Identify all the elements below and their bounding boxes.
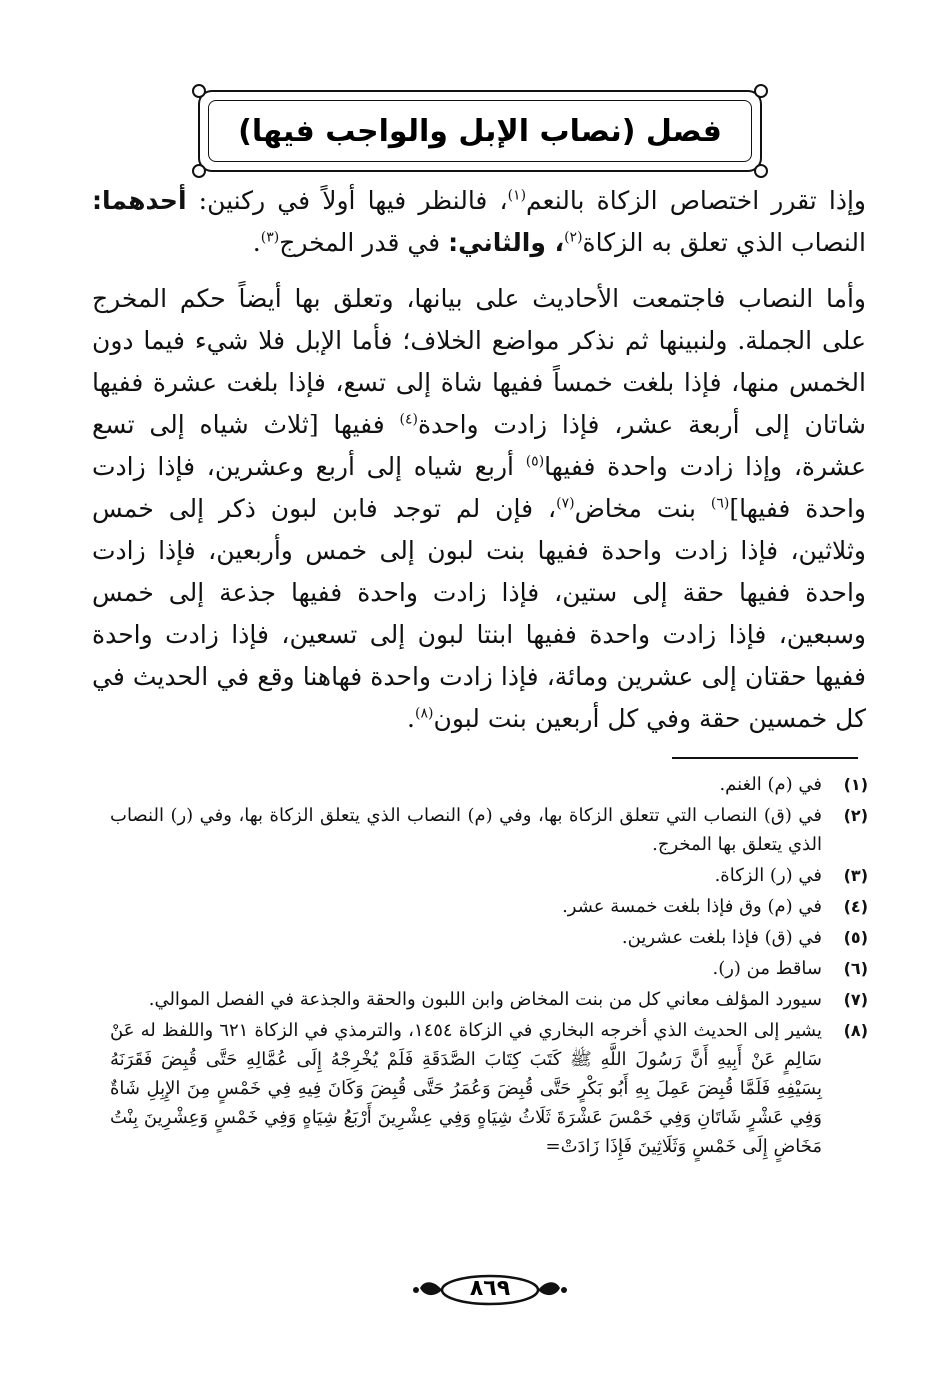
bold-label: ، والثاني: bbox=[448, 228, 565, 257]
footnotes bbox=[110, 770, 868, 1163]
footnote-text: في (ق) النصاب التي تتعلق الزكاة بها، وفي (م) النصاب الذي يتعلق الزكاة بها، وفي (ر) النصاب الذي يتعلق بها المخرج. bbox=[110, 805, 822, 855]
footnote bbox=[110, 1016, 868, 1161]
footnote bbox=[110, 770, 868, 799]
footnote-number: (٨) bbox=[843, 1021, 868, 1040]
paragraph-2 bbox=[92, 278, 866, 740]
footnote-number: (٤) bbox=[843, 897, 868, 916]
footnote bbox=[110, 801, 868, 859]
text-span: النصاب الذي تعلق به الزكاة bbox=[582, 228, 866, 257]
footnote-ref[interactable]: (٧) bbox=[556, 495, 575, 512]
paragraph-1 bbox=[92, 180, 866, 264]
footnote bbox=[110, 923, 868, 952]
footnote-text: في (ر) الزكاة. bbox=[714, 865, 822, 886]
footnote-ref[interactable]: (١) bbox=[507, 187, 527, 204]
footnote-text: يشير إلى الحديث الذي أخرجه البخاري في الزكاة ١٤٥٤، والترمذي في الزكاة ٦٢١ واللفظ له عَنْ سَالِمٍ عَنْ أَبِيهِ أَنَّ رَسُولَ اللَّهِ ﷺ كَتَبَ كِتَابَ الصَّدَقَةِ فَلَمْ يُخْرِجْهُ إِلَى عُمَّالِهِ حَتَّى قُبِضَ فَقَرَنَهُ بِسَيْفِهِ فَلَمَّا قُبِضَ عَمِلَ بِهِ أَبُو بَكْرٍ حَتَّى قُبِضَ وَعُمَرُ حَتَّى قُبِضَ وَكَانَ فِيهِ فِي خَمْسٍ مِنَ الإِبِلِ شَاةٌ وَفِي عَشْرٍ شَاتَانِ وَفِي خَمْسَ عَشْرَةَ ثَلَاثُ شِيَاهٍ وَفِي عِشْرِينَ أَرْبَعُ شِيَاهٍ وَفِي خَمْسٍ وَعِشْرِينَ بِنْتُ مَخَاضٍ إِلَى خَمْسٍ وَثَلَاثِينَ فَإِذَا زَادَتْ= bbox=[110, 1020, 822, 1157]
footnote-ref[interactable]: (٤) bbox=[399, 411, 418, 428]
footnote-ref[interactable]: (٢) bbox=[564, 229, 583, 246]
text-span: . bbox=[252, 228, 261, 257]
footnote-text: في (م) الغنم. bbox=[719, 774, 822, 795]
footnote-number: (٧) bbox=[843, 990, 868, 1009]
footnote-ref[interactable]: (٥) bbox=[525, 453, 545, 470]
footnote-text: ساقط من (ر). bbox=[712, 958, 822, 979]
footnote-separator bbox=[672, 757, 858, 759]
page-number: ٨٦٩ bbox=[469, 1276, 511, 1301]
footnote bbox=[110, 954, 868, 983]
footnote-text: في (ق) فإذا بلغت عشرين. bbox=[621, 927, 822, 948]
footnote-text: سيورد المؤلف معاني كل من بنت المخاض وابن اللبون والحقة والجذعة في الفصل الموالي. bbox=[148, 989, 822, 1010]
footnote bbox=[110, 892, 868, 921]
text-span: ، فالنظر فيها أولاً في ركنين: bbox=[198, 186, 508, 215]
footnote bbox=[110, 985, 868, 1014]
text-span: وأما النصاب فاجتمعت الأحاديث على بيانها، وتعلق بها أيضاً حكم المخرج على الجملة. ولنبينها ثم نذكر مواضع الخلاف؛ فأما الإبل فلا شيء فيما دون الخمس منها، فإذا بلغت خمساً ففيها شاة إلى تسع، فإذا بلغت عشرة ففيها شاتان إلى أربعة عشر، فإذا زادت واحدة bbox=[92, 284, 866, 439]
text-span: في قدر المخرج bbox=[279, 228, 449, 257]
text-span: ، فإن لم توجد فابن لبون ذكر إلى خمس وثلاثين، فإذا زادت واحدة ففيها بنت لبون إلى خمس وأربعين، فإذا زادت واحدة ففيها حقة إلى ستين، فإذا زادت واحدة ففيها جذعة إلى خمس وسبعين، فإذا زادت واحدة ففيها ابنتا لبون إلى تسعين، فإذا زادت واحدة ففيها حقتان إلى عشرين ومائة، فإذا زادت واحدة فهاهنا وقع في الحديث في كل خمسين حقة وفي كل أربعين بنت لبون bbox=[92, 494, 866, 733]
text-span: وإذا تقرر اختصاص الزكاة بالنعم bbox=[526, 186, 866, 215]
bold-label: أحدهما: bbox=[92, 186, 187, 215]
footnote-ref[interactable]: (٦) bbox=[710, 495, 730, 512]
main-text bbox=[92, 180, 866, 740]
footnote-number: (٢) bbox=[843, 806, 868, 825]
footnote-number: (٦) bbox=[843, 959, 868, 978]
footnote-number: (٣) bbox=[843, 866, 868, 885]
title-frame bbox=[198, 90, 762, 172]
section-title: فصل (نصاب الإبل والواجب فيها) bbox=[238, 113, 722, 149]
footnote-text: في (م) وق فإذا بلغت خمسة عشر. bbox=[562, 896, 822, 917]
text-span: ففيها [ثلاث شياه إلى تسع عشرة، وإذا زادت واحدة ففيها bbox=[92, 410, 866, 481]
footnote bbox=[110, 861, 868, 890]
text-span: بنت مخاض bbox=[574, 494, 711, 523]
footnote-ref[interactable]: (٨) bbox=[414, 705, 434, 722]
footnote-ref[interactable]: (٣) bbox=[260, 229, 280, 246]
footnote-number: (١) bbox=[843, 775, 868, 794]
text-span: . bbox=[407, 704, 415, 733]
footnote-number: (٥) bbox=[843, 928, 868, 947]
page-number-ornament bbox=[410, 1270, 570, 1310]
text-span: أربع شياه إلى أربع وعشرين، فإذا زادت واحدة ففيها] bbox=[92, 452, 866, 523]
